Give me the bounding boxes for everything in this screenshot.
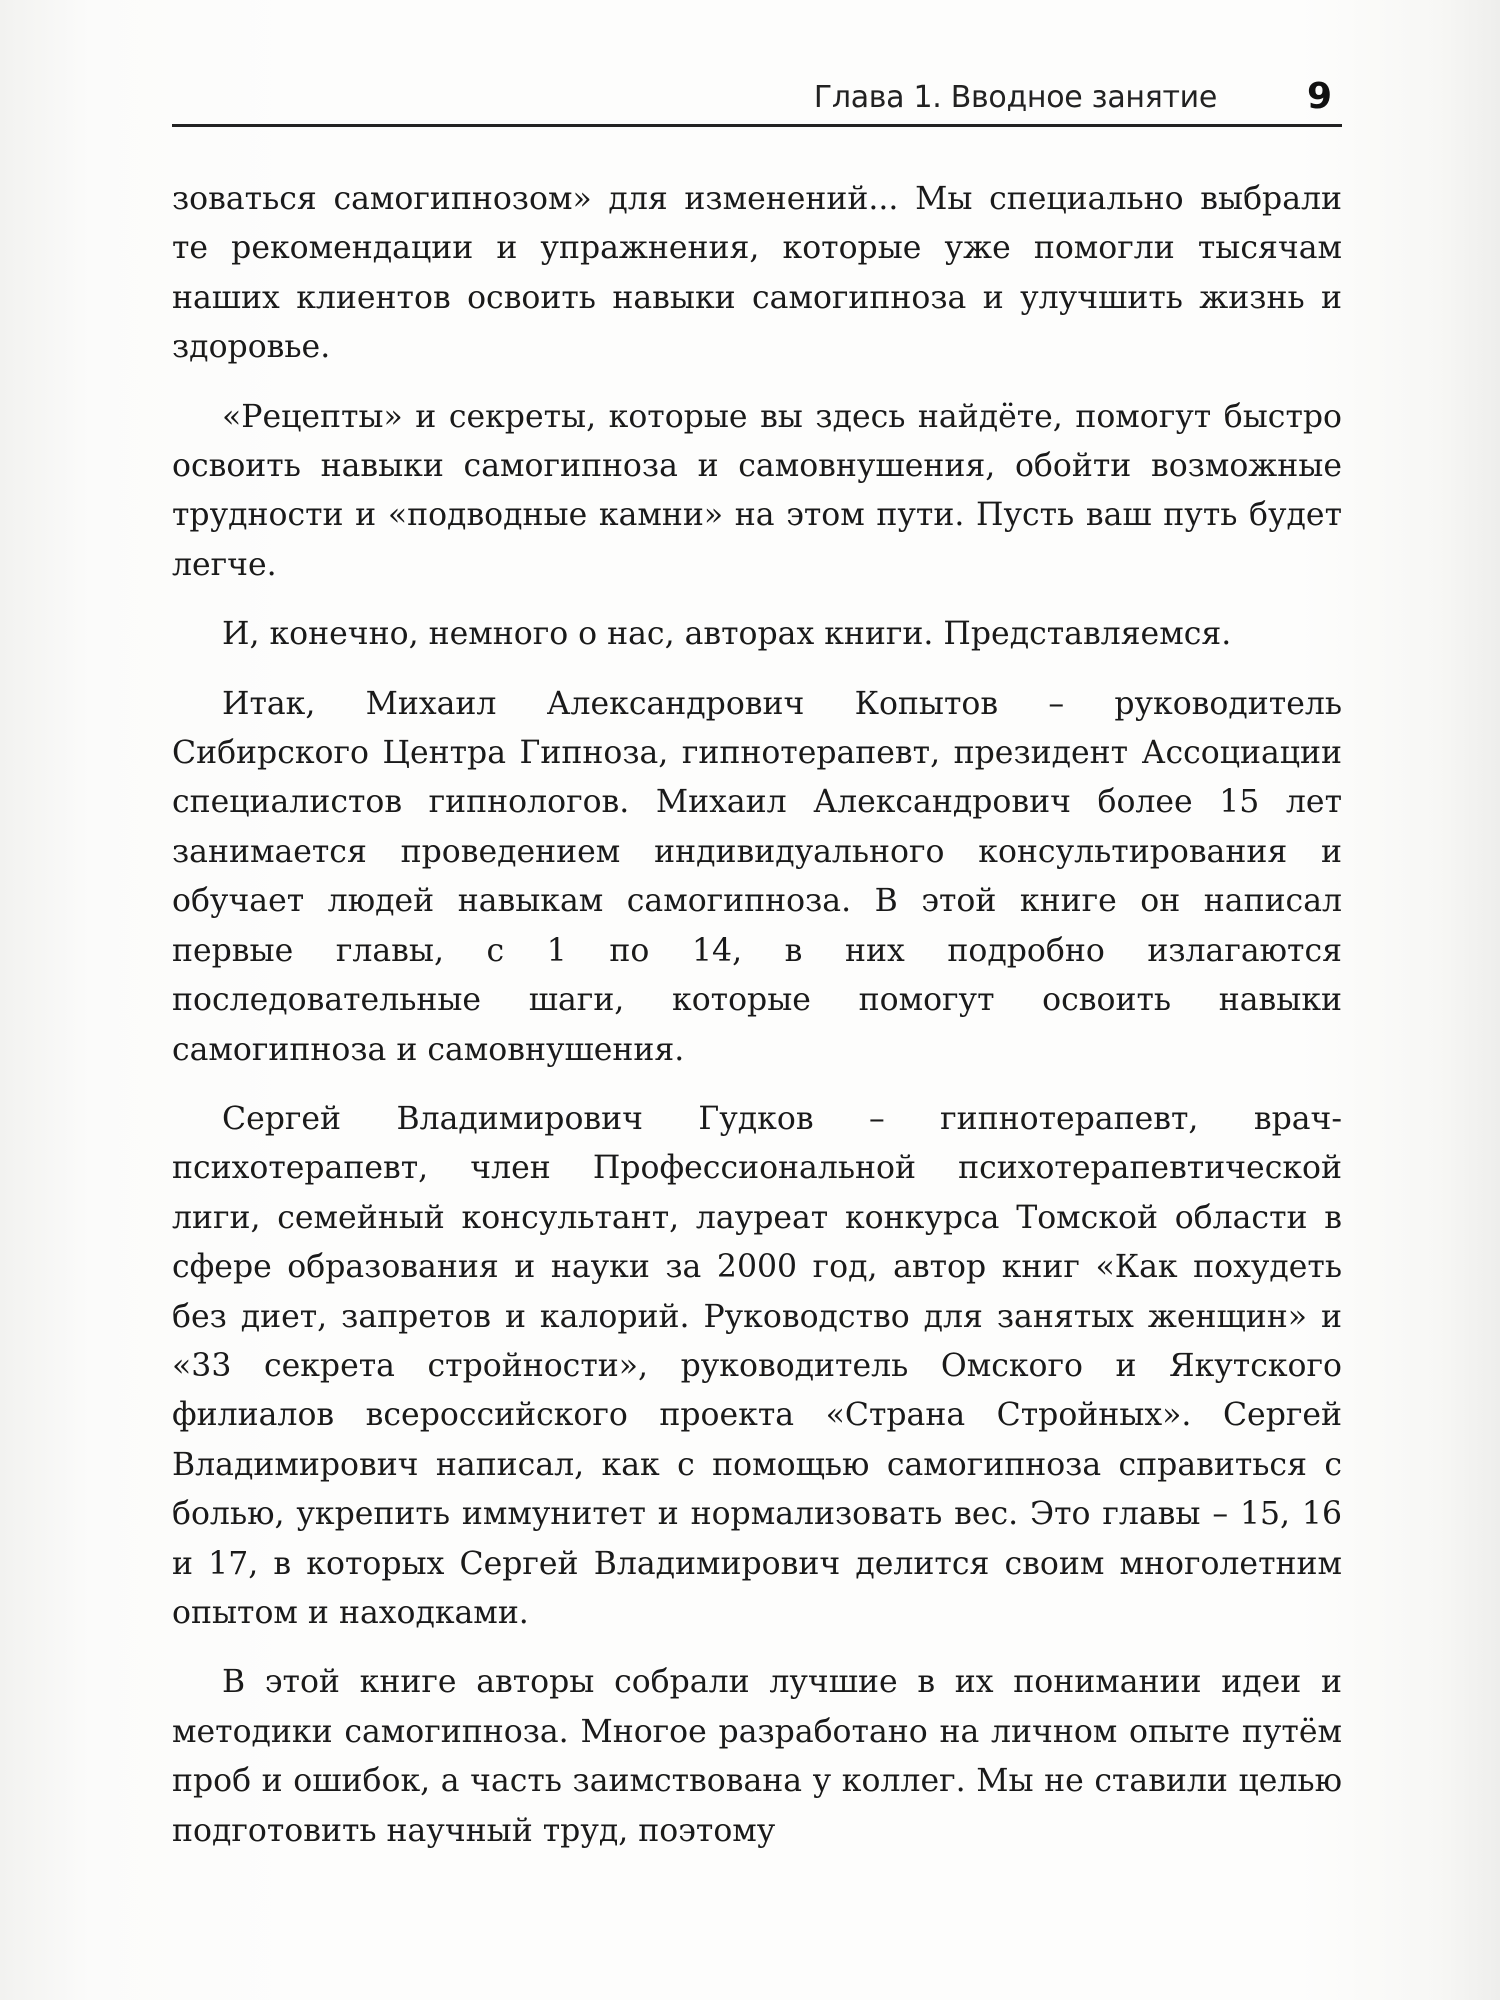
running-header [172, 78, 1342, 127]
page-number: 9 [1306, 76, 1332, 117]
paragraph-6: В этой книге авторы собрали лучшие в их понимании идеи и методики самогипноза. Многое разработано на личном опыте путём проб и ошибок, а часть заимствована у коллег. Мы не ставили целью подготовить научный труд, поэтому [172, 1664, 1342, 1849]
paragraph-4: Итак, Михаил Александрович Копытов – руководитель Сибирского Центра Гипноза, гипнотерапевт, президент Ассоциации специалистов гипнологов. Михаил Александрович более 15 лет занимается проведением индивидуального консультирования и обучает людей навыкам самогипноза. В этой книге он написал первые главы, с 1 по 14, в них подробно излагаются последовательные шаги, которые помогут освоить навыки самогипноза и самовнушения. [172, 685, 1342, 1068]
paragraph-3: И, конечно, немного о нас, авторах книги. Представляемся. [222, 616, 1232, 653]
chapter-title: Глава 1. Вводное занятие [813, 80, 1217, 115]
paragraph-1: зоваться самогипнозом» для изменений... Мы специально выбрали те рекомендации и упражнения, которые уже помогли тысячам наших клиентов освоить навыки самогипноза и улучшить жизнь и здоровье. [172, 181, 1342, 366]
paragraph-5: Сергей Владимирович Гудков – гипнотерапевт, врач-психотерапевт, член Профессиональной психотерапевтической лиги, семейный консультант, лауреат конкурса Томской области в сфере образования и науки за 2000 год, автор книг «Как похудеть без диет, запретов и калорий. Руководство для занятых женщин» и «33 секрета стройности», руководитель Омского и Якутского филиалов всероссийского проекта «Страна Стройных». Сергей Владимирович написал, как с помощью самогипноза справиться с болью, укрепить иммунитет и нормализовать вес. Это главы – 15, 16 и 17, в которых Сергей Владимирович делится своим многолетним опытом и находками. [172, 1100, 1342, 1631]
paragraph-2: «Рецепты» и секреты, которые вы здесь найдёте, помогут быстро освоить навыки самогипноза и самовнушения, обойти возможные трудности и «подводные камни» на этом пути. Пусть ваш путь будет легче. [172, 398, 1342, 583]
body-text [172, 175, 1342, 1876]
